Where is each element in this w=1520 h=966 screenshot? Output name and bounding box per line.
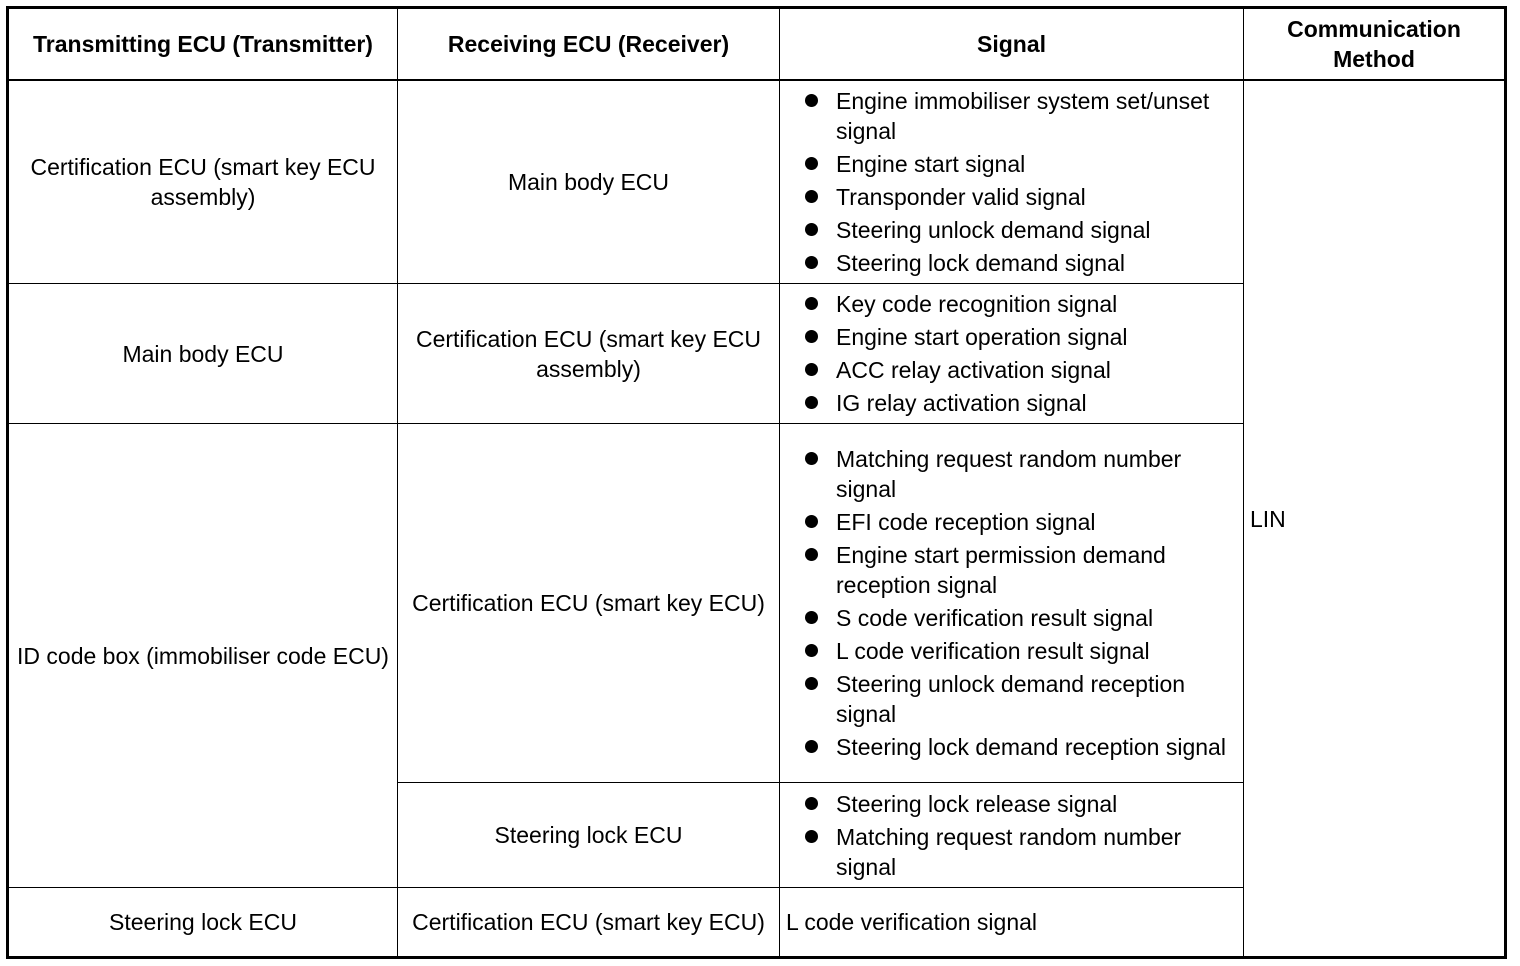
signal-list bbox=[802, 289, 1128, 418]
row-4-signals bbox=[780, 783, 1244, 888]
signal-item: Steering unlock demand reception signal bbox=[802, 669, 1233, 729]
signal-item: ACC relay activation signal bbox=[802, 355, 1128, 385]
signal-item: Engine start operation signal bbox=[802, 322, 1128, 352]
row-5-receiver: Certification ECU (smart key ECU) bbox=[398, 888, 780, 956]
signal-item: Steering lock release signal bbox=[802, 789, 1233, 819]
row-4-receiver: Steering lock ECU bbox=[398, 783, 780, 888]
signal-item: Steering unlock demand signal bbox=[802, 215, 1233, 245]
signal-item: Matching request random number signal bbox=[802, 444, 1233, 504]
signal-item: Engine start permission demand reception signal bbox=[802, 540, 1233, 600]
signal-item: S code verification result signal bbox=[802, 603, 1233, 633]
header-receiver: Receiving ECU (Receiver) bbox=[398, 9, 780, 81]
row-2-receiver: Certification ECU (smart key ECU assembly) bbox=[398, 284, 780, 424]
signal-item: L code verification result signal bbox=[802, 636, 1233, 666]
header-signal: Signal bbox=[780, 9, 1244, 81]
signal-item: Key code recognition signal bbox=[802, 289, 1128, 319]
signal-item: Engine start signal bbox=[802, 149, 1233, 179]
header-transmitter: Transmitting ECU (Transmitter) bbox=[9, 9, 398, 81]
signal-list bbox=[802, 444, 1233, 762]
signal-item: Transponder valid signal bbox=[802, 182, 1233, 212]
signal-item: EFI code reception signal bbox=[802, 507, 1233, 537]
signal-item: Steering lock demand signal bbox=[802, 248, 1233, 278]
ecu-communication-table bbox=[6, 6, 1507, 959]
row-1-signals bbox=[780, 81, 1244, 284]
row-1-receiver: Main body ECU bbox=[398, 81, 780, 284]
signal-item: Steering lock demand reception signal bbox=[802, 732, 1233, 762]
signal-item: Engine immobiliser system set/unset signal bbox=[802, 86, 1233, 146]
header-communication-method: Communication Method bbox=[1244, 9, 1504, 81]
row-5-transmitter: Steering lock ECU bbox=[9, 888, 398, 956]
signal-list bbox=[802, 789, 1233, 882]
signal-item: Matching request random number signal bbox=[802, 822, 1233, 882]
row-3-transmitter: ID code box (immobiliser code ECU) bbox=[9, 424, 398, 888]
row-3-signals bbox=[780, 424, 1244, 783]
row-2-transmitter: Main body ECU bbox=[9, 284, 398, 424]
row-3-receiver: Certification ECU (smart key ECU) bbox=[398, 424, 780, 783]
communication-method-value: LIN bbox=[1250, 505, 1286, 532]
signal-list bbox=[802, 86, 1233, 278]
signal-item: IG relay activation signal bbox=[802, 388, 1128, 418]
row-5-signal: L code verification signal bbox=[780, 888, 1244, 956]
row-1-transmitter: Certification ECU (smart key ECU assembly) bbox=[9, 81, 398, 284]
row-2-signals bbox=[780, 284, 1244, 424]
